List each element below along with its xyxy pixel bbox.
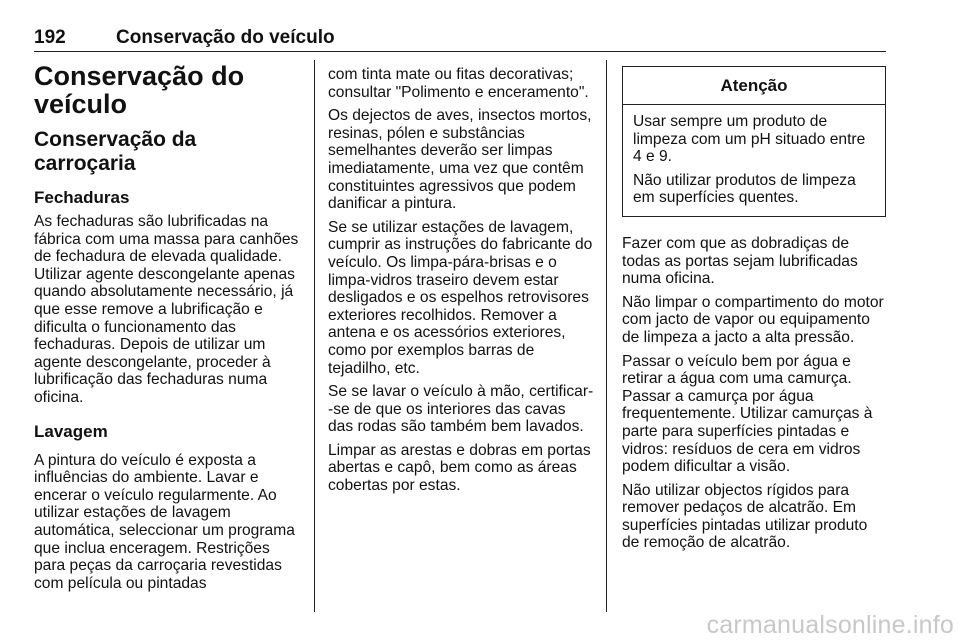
column-middle [328, 66, 594, 501]
paragraph: Se se utilizar estações de lavagem, cumprir as instruções do fabricante do veículo. Os limpa-pára-brisas e o limpa-vidros traseiro devem estar desligados e os espelhos retrovisores exteriores recolhidos. Remover a antena e os acessórios exteriores, como por exemplos barras de tejadilho, etc. [328, 218, 593, 377]
subsection-lavagem-title: Lavagem [34, 421, 108, 441]
warning-text: Usar sempre um produto de limpeza com um pH situado entre 4 e 9. [633, 113, 866, 166]
warning-box [622, 66, 886, 217]
page-header [34, 28, 886, 52]
column-left [34, 62, 302, 598]
paragraph: Se se lavar o veículo à mão, certificar--se de que os interiores das cavas das rodas são também bem lavados. [328, 383, 594, 436]
section-title: Conservação da carroçaria [34, 128, 197, 175]
paragraph: Passar o veículo bem por água e retirar a água com uma camurça. Passar a camurça por água frequentemente. Utilizar camurças à parte para superfícies pintadas e vidros: resíduos de cera em vidros podem dificultar a visão. [622, 352, 873, 476]
warning-text: Não utilizar produtos de limpeza em superfícies quentes. [633, 171, 856, 207]
chapter-title: Conservação do veículo [34, 61, 245, 119]
paragraph: Não limpar o compartimento do motor com jacto de vapor ou equipamento de limpeza a jacto a alta pressão. [622, 293, 884, 346]
column-divider-right [606, 60, 607, 612]
warning-body [623, 105, 885, 216]
page-number: 192 [34, 27, 66, 48]
fechaduras-paragraph: As fechaduras são lubrificadas na fábrica com uma massa para canhões de fechadura de elevada qualidade. Utilizar agente descongelante apenas quando absolutamente necessário, já que esse remove a lubrificação e dificulta o funcionamento das fechaduras. Depois de utilizar um agente descongelante, proceder à lubrificação das fechaduras numa oficina. [34, 213, 299, 406]
paragraph: Fazer com que as dobradiças de todas as portas sejam lubrificadas numa oficina. [622, 234, 858, 288]
subsection-fechaduras-title: Fechaduras [34, 188, 130, 207]
paragraph: Os dejectos de aves, insectos mortos, resinas, pólen e substâncias semelhantes deverão ser limpas imediatamente, uma vez que contêm constituintes agressivos que podem danificar a pintura. [328, 107, 592, 213]
lavagem-paragraph: A pintura do veículo é exposta a influências do ambiente. Lavar e encerar o veículo regularmente. Ao utilizar estações de lavagem automática, seleccionar um programa que inclua enceragem. Restrições para peças da carroçaria revestidas com película ou pintadas [34, 451, 295, 592]
watermark-text: carmanualsonline.info [706, 611, 954, 639]
paragraph: Limpar as arestas e dobras em portas abertas e capô, bem como as áreas cobertas por estas. [328, 441, 591, 495]
running-title: Conservação do veículo [116, 27, 335, 48]
column-divider-left [314, 60, 315, 612]
paragraph: com tinta mate ou fitas decorativas; consultar "Polimento e enceramento". [328, 66, 589, 101]
column-right [622, 66, 888, 558]
warning-title: Atenção [623, 67, 885, 105]
paragraph: Não utilizar objectos rígidos para remover pedaços de alcatrão. Em superfícies pintadas utilizar produto de remoção de alcatrão. [622, 481, 868, 552]
